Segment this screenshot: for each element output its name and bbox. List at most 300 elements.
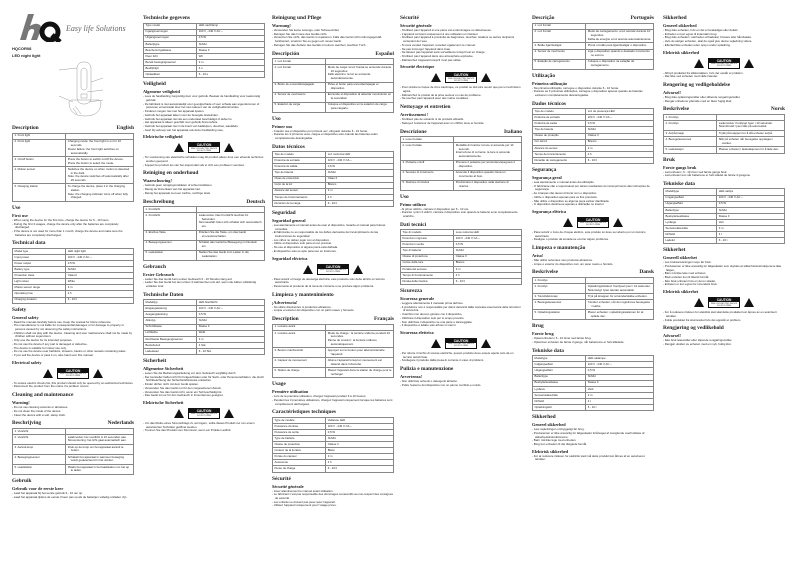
section-title: Nettoyage et entretien <box>400 104 451 111</box>
bullet-text: - N'utilisez pas de solvants ni de produits abrasifs. <box>400 117 465 122</box>
row-value: 3 m <box>197 336 265 342</box>
row-bullet: Note: the charging indicator turns off when fully charged. <box>67 191 128 200</box>
row-label: 4. Sensore di movimento <box>401 170 454 180</box>
section-title: Descrizione <box>400 128 427 135</box>
row-value: Classe II <box>586 133 654 139</box>
row-label: 1. Front light <box>13 133 66 139</box>
row-label: Sensorrekkevidde <box>664 225 717 231</box>
row-bullet: Tryk på knappen for at tænde/slukke enheden. <box>587 293 648 298</box>
row-bullet: Coloque el dispositivo en la estación de carga para cargarlo. <box>327 102 387 111</box>
section-title: Gebrauch <box>143 263 167 270</box>
technical-data-table <box>272 151 394 207</box>
row-label: Ausgangsleistung <box>144 312 197 318</box>
row-bullet: Press the button to select the mode. <box>67 160 115 165</box>
section-heading <box>272 144 394 150</box>
section-title: Segurança <box>532 167 557 174</box>
row-bullet: Stellen Sie das Gerät zum Laden in die Ladestation. <box>198 250 249 259</box>
row-label: 5. Station de charge <box>273 368 326 378</box>
section-heading <box>400 15 522 21</box>
caution-title: CAUTION <box>189 143 219 147</box>
subheading: Advarsel! <box>663 89 681 95</box>
language-label: Norsk <box>770 106 785 113</box>
table-row <box>273 466 394 472</box>
section-heading <box>663 325 785 331</box>
language-label: English <box>116 125 134 131</box>
section-title: Descripción <box>272 50 300 57</box>
row-bullet: Press the button to switch on/off the device. <box>67 156 124 161</box>
section-title: Reinigung und Pflege <box>272 15 322 21</box>
caution-label <box>57 368 89 379</box>
section-heading <box>143 199 265 205</box>
row-label: Model type <box>13 248 66 254</box>
section-title: Reiniging en onderhoud <box>143 170 199 177</box>
row-label: Udgangseffekt <box>533 368 586 374</box>
table-row <box>664 137 785 147</box>
row-value <box>326 92 394 102</box>
warning-triangle-icon <box>431 339 441 348</box>
row-label: Alcance del sensor <box>273 188 326 194</box>
row-value: Ni-MH <box>197 318 265 324</box>
bullet-text: - Brug ikke enheden i nærheden af badekar, brusere eller håndvaske. <box>663 35 752 40</box>
row-label: Puissance de sortie <box>273 429 326 435</box>
bullet-text: - El fabricante no es responsable de los daños derivados del incumplimiento de las instrucciones de seguridad. <box>272 230 379 239</box>
bullet-text: - Ne pas immerger l'appareil dans l'eau. <box>400 46 451 51</box>
row-label: Uitgangsvermogen <box>144 35 197 41</box>
row-value <box>197 230 265 240</box>
bullet-text: - Der Hersteller haftet nicht für Folgeschäden oder für Sach- oder Personenschäden, die durch Nichtbeachtung der Sicherheitshinweise entstehen. <box>143 374 264 383</box>
row-value: 0,5 W <box>197 312 265 318</box>
bullet-text: - Produsenten er ikke ansvarlig for følgeskader som skyldes at sikkerhetsinstruksjonene ikke følges. <box>663 263 782 272</box>
row-label: Classe de protection <box>273 442 326 448</box>
row-value: Klasse II <box>586 380 654 386</box>
bullet-text: - El dispositivo solo es apto para uso en interiores. <box>272 248 337 253</box>
row-value: LED-Nachtlicht <box>197 300 265 306</box>
table-row <box>13 139 134 156</box>
technical-data-table <box>143 299 265 355</box>
row-label: 3. Ein/Aus-Taste <box>144 230 197 240</box>
technical-data-table <box>400 229 522 285</box>
warning-triangle-icon <box>303 265 313 274</box>
caution-label <box>445 338 477 349</box>
row-bullet: Druk op de knop om het apparaat aan/uit te zetten. <box>67 444 124 453</box>
row-value <box>66 139 134 156</box>
subheading: General safety <box>12 314 39 320</box>
bullet-text: - Do not use the device if any part is damaged or defective. <box>12 341 88 346</box>
row-label: Modeltype <box>533 356 586 362</box>
warning-triangle-icon <box>744 59 754 68</box>
row-bullet: Mode de charge : la lumière s'allume pendant 10 secondes. <box>327 330 391 339</box>
row-value: 3 m <box>197 60 265 66</box>
row-value: Classe II <box>454 254 522 260</box>
bullet-text: - Laden Sie das Gerät bei den ersten 3 Gebrauchen erst auf, wenn die Akkus vollständig entladen sind. <box>143 280 257 288</box>
subheading: Segurança elétrica <box>532 208 567 214</box>
table-row <box>273 330 394 347</box>
language-label: Português <box>630 15 654 21</box>
bullet-text: - Verwenden Sie das Gerät nur für den vorgesehenen Zweck. <box>143 385 222 390</box>
bullet-text: - Disconnect the product from the mains if a problem occurs. <box>12 384 90 389</box>
bullet-text: - Koble produktet fra strømnettet hvis det oppstår et problem. <box>663 317 742 322</box>
row-value: 4 t <box>586 398 654 404</box>
row-value: Veilleuse LED <box>326 417 394 423</box>
bullet-text: - Leggere attentamente il manuale prima dell'uso. <box>400 301 464 305</box>
row-value <box>326 348 394 358</box>
table-row <box>664 238 785 244</box>
subheading: Første brug <box>532 331 554 337</box>
caution-title: CAUTION <box>709 298 739 302</box>
row-bullet: Slår på enheten når bevegelse oppdages i mørket. <box>718 137 774 145</box>
section-heading <box>400 129 522 135</box>
row-value: 3 m <box>717 225 785 231</box>
row-value <box>66 184 134 201</box>
electrical-caution <box>272 264 394 275</box>
caution-title: CAUTION <box>58 369 88 373</box>
row-value: Ni-MH <box>586 127 654 133</box>
section-heading <box>663 82 785 88</box>
row-bullet: Schaltet das Gerät bei Bewegung im Dunkeln ein. <box>198 240 258 249</box>
section-heading <box>143 81 265 87</box>
bullet-text: - Das Gerät ist nur für den Gebrauch in Innenräumen geeignet. <box>143 393 224 398</box>
bullet-text: - Ter voorkoming van elektrische schokken mag dit product alleen door een erkende technicus worden geopend. <box>143 155 264 164</box>
row-label: Potencia de salida <box>273 164 326 170</box>
bullet-text: - Le fabricant n'est pas responsable des dommages consécutifs au non-respect des consignes de sécurité. <box>272 492 393 500</box>
caution-subtitle: RISK OF ELECTRIC SHOCK DO NOT OPEN <box>710 302 738 307</box>
section-title: Sikkerhed <box>663 15 687 21</box>
technical-data-table <box>532 355 654 411</box>
bullet-text: - N'utilisez pas l'appareil dans une atmosphère explosive. <box>400 53 474 58</box>
warning-triangle-icon <box>224 143 234 152</box>
bullet-text: - Verwenden Sie das Gerät nicht, wenn ein Teil beschädigt ist. <box>143 389 223 394</box>
row-label: Duração do carregamento <box>533 157 586 163</box>
description-table <box>12 133 134 202</box>
technical-data-table <box>272 417 394 473</box>
section-heading <box>272 15 394 21</box>
night-light-illustration <box>55 58 115 118</box>
row-value: Ni-MH <box>197 41 265 47</box>
row-label: 4. Bewegungssensor <box>144 240 197 250</box>
table-row <box>533 310 654 320</box>
section-heading <box>663 247 785 253</box>
section-title: Cleaning and maintenance <box>12 392 74 399</box>
table-row <box>13 157 134 167</box>
section-title: Sécurité <box>400 15 419 21</box>
row-value: 6 - 10 Std. <box>197 348 265 354</box>
brand-tagline: Easy life Solutions <box>66 24 126 33</box>
row-bullet: Modo de carregamento: a luz acende durante 10 segundos. <box>587 29 651 38</box>
row-label: 5. Stazione di ricarica <box>401 180 454 190</box>
language-label: Italiano <box>504 128 522 135</box>
caution-subtitle: RISK OF ELECTRIC SHOCK DO NOT OPEN <box>59 373 87 378</box>
section-title: Uso <box>400 193 409 200</box>
row-label: 2. Front light <box>13 139 66 156</box>
row-label: Sensorrækkevidde <box>533 392 586 398</box>
row-label: Driftstid <box>533 398 586 404</box>
caution-title: CAUTION <box>446 73 476 77</box>
caution-label <box>708 58 740 69</box>
subheading: Elektrische Sicherheit <box>143 399 184 405</box>
bullet-text: - Pour réduire le risque de choc électrique, ce produit ne doit être ouvert que par un technicien agréé. <box>400 85 521 94</box>
subheading: Primo utilizzo <box>400 201 426 207</box>
row-value: Ni-MH <box>586 374 654 380</box>
section-title: Sécurité <box>272 475 291 482</box>
warning-triangle-icon <box>744 298 754 307</box>
caution-label <box>317 264 349 275</box>
bullet-text: - Rør ikke ved enheden med våde hænder. <box>663 74 718 79</box>
row-value: 4 h <box>326 194 394 200</box>
model-number: HQCOR08 <box>12 46 32 51</box>
bullet-text: - Utilizzare il dispositivo solo per lo scopo previsto. <box>400 315 465 320</box>
subheading: Waarschuwing! <box>143 178 172 184</box>
row-value <box>717 147 785 153</box>
section-title: Beskrivelse <box>532 269 559 276</box>
row-label: 1. Luz frontal <box>533 23 586 29</box>
bullet-text: - Desconecte el producto de la toma de corriente si se produce algún problema. <box>272 284 375 288</box>
section-title: Technische Daten <box>143 291 184 298</box>
row-bullet: Lademodus: frontlyset lyser i 10 sekunder. <box>718 120 773 125</box>
row-label: Beskyttelsesklasse <box>533 380 586 386</box>
subheading: Sécurité générale <box>400 23 432 28</box>
row-value: Ni-MH <box>326 436 394 442</box>
section-heading <box>532 101 654 107</box>
subheading: Elektrisk sikkerhed <box>532 448 569 454</box>
warning-triangle-icon <box>613 218 623 227</box>
row-label: 4. Bewegingssensor <box>13 454 66 464</box>
section-title: Description <box>12 125 39 131</box>
technical-data-table <box>532 108 654 164</box>
technical-data-table <box>12 248 134 304</box>
section-heading <box>143 15 265 21</box>
row-value: Bianco <box>454 260 522 266</box>
language-label: Nederlands <box>107 420 134 427</box>
subheading: Primeira utilização <box>532 80 568 86</box>
row-value: Ni-MH <box>66 267 134 273</box>
row-value: 0,5 W <box>197 35 265 41</box>
subheading: ¡Advertencia! <box>272 299 298 305</box>
row-bullet: Stroomstoring: het licht gaat automatisch aan. <box>67 438 127 443</box>
section-heading <box>663 181 785 187</box>
bullet-text: - No use el dispositivo si alguna pieza está dañada. <box>272 245 338 250</box>
section-heading <box>400 366 522 372</box>
row-value: 4 Std. <box>197 342 265 348</box>
row-label: Opladningstid <box>533 405 586 411</box>
bullet-text: - Reinigen Sie das Innere des Geräts nicht. <box>272 31 328 36</box>
bullet-text: - Il dispositivo è adatto solo all'uso in interni. <box>400 323 457 328</box>
section-title: Descrição <box>532 15 555 21</box>
electrical-caution <box>143 408 265 419</box>
table-row <box>13 297 134 303</box>
caution-subtitle: RISK OF ELECTRIC SHOCK DO NOT OPEN <box>319 269 347 274</box>
table-row <box>13 184 134 201</box>
row-value: 6 - 10 u <box>197 72 265 78</box>
bullet-text: - Lees de handleiding zorgvuldig door voor gebruik. Bewaar de handleiding voor toekomstig gebruik. <box>143 94 261 103</box>
row-value <box>454 170 522 180</box>
bullet-text: - Oplad kun enheden de første 3 gange, når batterierne er helt afladede. <box>532 340 625 345</box>
bullet-text: - Leia atentamente o manual antes da utilização. <box>532 180 595 185</box>
section-heading <box>272 51 394 57</box>
subheading: Elektrisk sikkerhed <box>663 49 700 55</box>
section-heading <box>12 240 134 246</box>
row-label: Colore della luce <box>401 260 454 266</box>
row-value: 6 - 10 t <box>586 405 654 411</box>
bullet-text: - Durante as 3 primeiras utilizações, carregue o dispositivo apenas quando as baterias estiverem completamente descarregadas. <box>532 89 643 97</box>
row-label: Lysfarge <box>664 219 717 225</box>
row-label: Tipo di modello <box>401 230 454 236</box>
row-bullet: Trykk på knappen for å slå enheten av/på. <box>718 130 773 135</box>
section-title: Limpieza y mantenimiento <box>272 291 334 298</box>
row-value: 4 h <box>586 151 654 157</box>
subheading: Generell sikkerhet <box>663 255 697 261</box>
bullet-text: - Scollegare il prodotto dalla presa di corrente in caso di problemi. <box>400 358 485 363</box>
table-row <box>401 160 522 170</box>
row-label: Duración de la carga <box>273 200 326 206</box>
section-title: Beschrijving <box>12 420 42 427</box>
row-value: Clase II <box>326 176 394 182</box>
row-bullet: Prima o botão para ligar/desligar o dispositivo. <box>587 43 648 48</box>
row-value <box>326 102 394 112</box>
row-bullet: Coloque o dispositivo na estação de carregamento. <box>587 59 635 68</box>
row-value <box>454 143 522 160</box>
electrical-caution <box>663 297 785 308</box>
section-heading <box>272 476 394 482</box>
bullet-text: - Nettoyez l'extérieur de l'appareil avec un chiffon doux et humide. <box>400 120 485 125</box>
row-label: Schutzklasse <box>144 324 197 330</box>
row-value: 0,5 W <box>586 368 654 374</box>
bullet-text: - Kinder dürfen nicht mit dem Gerät spielen. <box>143 382 199 387</box>
row-value: Blanc <box>326 448 394 454</box>
product-title: LED night light <box>12 53 41 58</box>
warning-triangle-icon <box>174 143 184 152</box>
bullet-text: - Não utilize solventes nem produtos abrasivos. <box>532 258 593 263</box>
bullet-text: - Ikke bruk enheten hvis en del er skadet. <box>663 278 716 283</box>
section-heading <box>272 292 394 298</box>
row-value: 0,5 W <box>454 242 522 248</box>
bullet-text: - Lad enheten i 6 - 10 timer ved første gangs bruk. <box>663 169 728 174</box>
row-label: 5. Laadstation <box>13 464 66 474</box>
bullet-text: - Ne laissez pas l'appareil sans surveillance lorsqu'il est en charge. <box>400 50 486 55</box>
table-row <box>664 120 785 130</box>
row-label: 2. Luz frontal <box>273 65 326 82</box>
bullet-text: - To reduce electric shock risk, this product should only be opened by an authorized technician. <box>12 380 134 385</box>
table-row <box>13 167 134 184</box>
bullet-text: - Les enfants ne doivent pas jouer avec l'appareil. <box>272 499 336 504</box>
electrical-caution <box>663 58 785 69</box>
section-title: Limpeza e manutenção <box>532 245 586 252</box>
row-value <box>717 120 785 130</box>
electrical-caution <box>400 72 522 83</box>
bullet-text: - Reinig de binnenkant van het apparaat niet. <box>143 187 201 192</box>
row-label: Batterijtype <box>144 41 197 47</box>
caution-title: CAUTION <box>318 265 348 269</box>
row-value: 4 t <box>717 232 785 238</box>
row-value <box>197 240 265 250</box>
row-label: Kleur licht <box>144 53 197 59</box>
row-value: Luz nocturna LED <box>326 152 394 158</box>
subheading: Primer uso <box>272 123 293 129</box>
row-label: Lysfarve <box>533 386 586 392</box>
row-bullet: Power failure: the front light switches on automatically. <box>67 146 119 155</box>
row-label: 2. Voorlicht <box>13 434 66 444</box>
caution-label <box>577 217 609 228</box>
row-value: LED night light <box>66 248 134 254</box>
row-value: 3 m <box>326 454 394 460</box>
subheading: Sicurezza elettrica <box>400 329 434 335</box>
section-title: Datos técnicos <box>272 143 305 150</box>
row-value: Ni-MH <box>717 207 785 213</box>
row-value: LED-nattlys <box>717 189 785 195</box>
row-label: Tipo de modelo <box>533 109 586 115</box>
bullet-text: - Producenten er ikke ansvarlig for følgeskader forårsaget af manglende overholdelse af sikkerhedsinstruktionerne. <box>532 430 645 439</box>
subheading: Gebruik voor de eerste keer <box>12 485 64 491</box>
subheading: Allgemeine Sicherheit <box>143 366 184 372</box>
row-label: 5. Ladestasjon <box>664 147 717 153</box>
bullet-text: - Durante los 3 primeros usos, cargue el dispositivo solo cuando las baterías estén completamente descargadas. <box>272 132 378 140</box>
row-label: 3. Pulsante on/off <box>401 160 454 170</box>
bullet-text: - Non utilizzare solventi o detergenti abrasivi. <box>400 379 458 384</box>
section-title: Technische gegevens <box>143 15 190 21</box>
table-row <box>533 300 654 310</box>
bullet-text: - Não utilize o dispositivo se alguma peça estiver danificada. <box>532 198 610 203</box>
row-label: Potência de saída <box>533 121 586 127</box>
row-label: Reichweite Bewegungssensor <box>144 336 197 342</box>
table-row <box>401 143 522 160</box>
row-value: 0.5 W <box>66 261 134 267</box>
table-row <box>273 358 394 368</box>
bullet-text: - Koppel het product los van het stopcontact als er zich een probleem voordoet. <box>143 162 245 167</box>
row-value <box>66 454 134 464</box>
section-title: Uso <box>272 115 281 122</box>
section-heading <box>532 323 654 329</box>
row-label: Inngangseffekt <box>664 195 717 201</box>
row-label: Ladedauer <box>144 348 197 354</box>
section-title: Dados técnicos <box>532 100 566 107</box>
row-bullet: Plasser enheten i ladestasjonen for å lade den. <box>718 147 779 152</box>
row-label: Batteritype <box>533 374 586 380</box>
row-value: 100 V - 240 V CA ~ <box>326 158 394 164</box>
bullet-text: - Lad enheten kun når batteriene er helt utladet de første 3 gangene. <box>663 173 751 178</box>
bullet-text: - O fabricante não é responsável por danos resultantes do incumprimento das instruções de segurança. <box>532 183 650 192</box>
row-label: 2. Frontlys <box>664 120 717 130</box>
table-row <box>533 157 654 163</box>
row-bullet: Modalità di ricarica: la luce si accende per 10 secondi. <box>455 142 514 151</box>
row-value: 100 V - 240 V CA ~ <box>454 236 522 242</box>
table-row <box>13 454 134 464</box>
section-heading <box>400 222 522 228</box>
bullet-text: - Lors de la première utilisation, chargez l'appareil pendant 6 à 10 heures. <box>272 394 367 399</box>
warning-triangle-icon <box>224 409 234 418</box>
bullet-text: - Read the manual carefully before use. Keep the manual for future reference. <box>12 319 112 324</box>
row-value: Blanco <box>326 182 394 188</box>
table-row <box>273 348 394 358</box>
row-value <box>197 250 265 260</box>
row-label: Potencia de entrada <box>273 158 326 164</box>
caution-label <box>708 297 740 308</box>
row-label: Classe de proteção <box>533 133 586 139</box>
row-label: Bedrijfstijd <box>144 66 197 72</box>
row-label: Portée du capteur <box>273 454 326 460</box>
row-label: 3. Aan/uit-knop <box>13 444 66 454</box>
row-bullet: Tænder enheden, når der registreres bevægelse i mørke. <box>587 300 651 308</box>
row-value <box>586 29 654 43</box>
column-5 <box>532 12 654 462</box>
table-row <box>144 230 265 240</box>
row-value <box>586 284 654 294</box>
row-label: Charging duration <box>13 297 66 303</box>
row-value: Branco <box>586 139 654 145</box>
warning-triangle-icon <box>481 73 491 82</box>
row-value: Luce notturna LED <box>454 230 522 236</box>
section-heading <box>400 288 522 294</box>
section-heading <box>400 194 522 200</box>
row-label: Akkutyp <box>144 318 197 324</box>
